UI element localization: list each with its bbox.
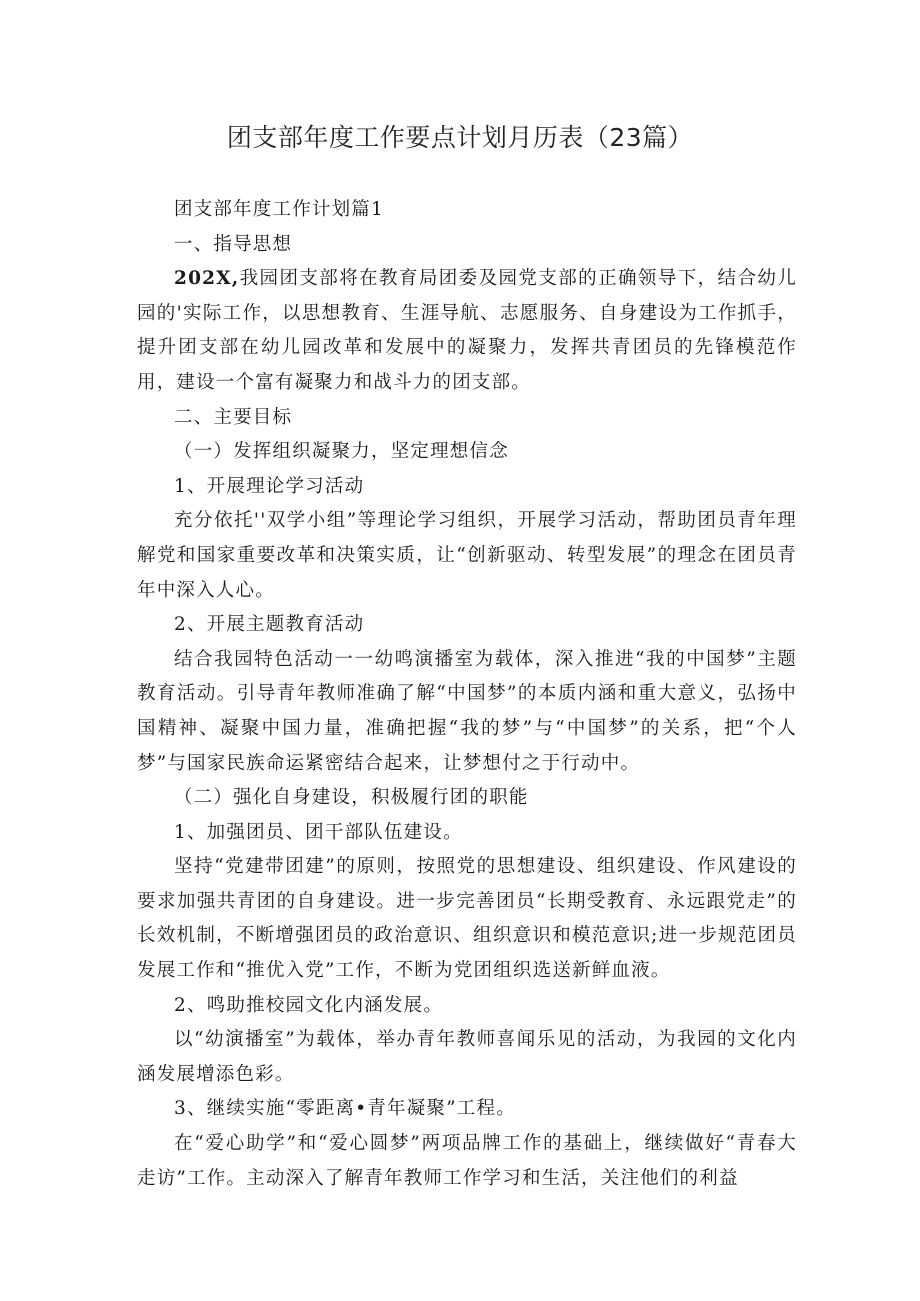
paragraph: 以“幼演播室”为载体，举办青年教师喜闻乐见的活动，为我园的文化内涵发展增添色彩。: [137, 1029, 797, 1085]
paragraph: [137, 262, 797, 400]
section-heading: 一、指导思想: [174, 233, 293, 255]
section-heading: 团支部年度工作计划篇1: [174, 199, 384, 220]
item-heading: 3、继续实施“零距离•青年凝聚”工程。: [174, 1098, 516, 1120]
paragraph-lead: 202X,: [174, 268, 240, 290]
paragraph: 在“爱心助学”和“爱心圆梦”两项品牌工作的基础上，继续做好“青春大走访”工作。主动深入了解青年教师工作学习和生活，关注他们的利益: [137, 1133, 797, 1189]
item-heading: 2、开展主题教育活动: [174, 614, 365, 636]
paragraph: 结合我园特色活动一一幼鸣演播室为载体，深入推进“我的中国梦”主题教育活动。引导青年教师准确了解“中国梦”的本质内涵和重大意义，弘扬中国精神、凝聚中国力量，准确把握“我的梦”与“中国梦”的关系，把“个人梦”与国家民族命运紧密结合起来，让梦想付之于行动中。: [137, 648, 797, 774]
section-heading: 二、主要目标: [174, 406, 293, 428]
item-heading: 2、鸣助推校园文化内涵发展。: [174, 994, 444, 1016]
document-title: 团支部年度工作要点计划月历表（23篇）: [226, 123, 694, 152]
item-heading: 1、开展理论学习活动: [174, 475, 365, 497]
paragraph-text: 我园团支部将在教育局团委及园党支部的正确领导下，结合幼儿园的'实际工作，以思想教育、生涯导航、志愿服务、自身建设为工作抓手，提升团支部在幼儿园改革和发展中的凝聚力，发挥共青团员的先锋模范作用，建设一个富有凝聚力和战斗力的团支部。: [137, 268, 797, 393]
item-heading: 1、加强团员、团干部队伍建设。: [174, 821, 463, 843]
subsection-heading: （一）发挥组织凝聚力，坚定理想信念: [174, 441, 509, 463]
paragraph: 坚持“党建带团建”的原则，按照党的思想建设、组织建设、作风建设的要求加强共青团的自身建设。进一步完善团员“长期受教育、永远跟党走”的长效机制，不断增强团员的政治意识、组织意识和模范意识;进一步规范团员发展工作和“推优入党”工作，不断为党团组织选送新鲜血液。: [137, 856, 797, 982]
paragraph: 充分依托''双学小组”等理论学习组织，开展学习活动，帮助团员青年理解党和国家重要改革和决策实质，让“创新驱动、转型发展”的理念在团员青年中深入人心。: [137, 510, 797, 601]
document-body: [137, 193, 797, 1196]
subsection-heading: （二）强化自身建设，积极履行团的职能: [174, 787, 529, 809]
